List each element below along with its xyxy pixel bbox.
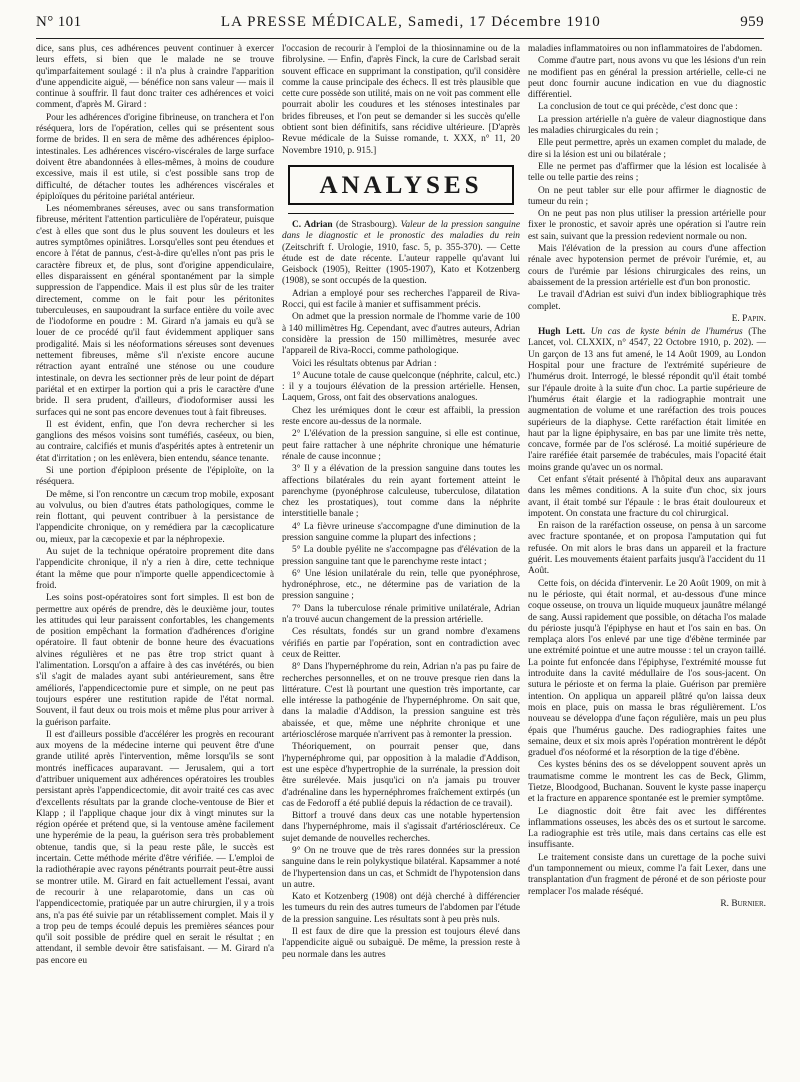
article-source: (Zeitschrift f. Urologie, 1910, fasc. 5, p. 355-370). bbox=[282, 242, 483, 253]
article-author: C. Adrian bbox=[292, 219, 333, 230]
signature-burnier: R. Burnier. bbox=[720, 898, 766, 909]
paragraph: 7° Dans la tuberculose rénale primitive unilatérale, Adrian n'a trouvé aucun changement de la pression artérielle. bbox=[282, 603, 520, 626]
paragraph: Kato et Kotzenberg (1908) ont déjà cherché à différencier les tumeurs du rein des autres tumeurs de l'abdomen par l'étude de la pression sanguine. Les résultats sont à peu près nuls. bbox=[282, 892, 520, 925]
paragraph: Elle ne permet pas d'affirmer que la lésion est localisée à telle ou telle partie des reins ; bbox=[528, 161, 766, 184]
paragraph: Pour les adhérences d'origine fibrineuse, on tranchera et l'on réséquera, lors de l'opération, celles qui se présentent sous forme de brides. Il en sera de même des adhérences épiploo-intestinales. Les adhérences viscéro-viscérales de large surface doivent être abandonnées à elles-mêmes, à moins de coudure excessive, mais il est utile, si c'est possible sans trop de difficulté, de détacher toutes les adhérences viscérales et épiploïques du péritoine pariétal antérieur. bbox=[36, 112, 274, 202]
article-source: (The Lancet, vol. CLXXIX, n° 4547, 22 Octobre 1910, p. 202). bbox=[528, 327, 766, 349]
paragraph: Adrian a employé pour ses recherches l'appareil de Riva-Rocci, qui est facile à manier et suffisamment précis. bbox=[282, 288, 520, 311]
article-adrian-heading bbox=[282, 220, 520, 288]
header-rule bbox=[36, 38, 764, 39]
article-title: Un cas de kyste bénin de l'humérus bbox=[590, 327, 743, 338]
paragraph: En raison de la raréfaction osseuse, on pensa à un sarcome avec fracture spontanée, et on proposa l'amputation qui fut refusée. On mit alors le bras dans un appareil et la fracture guérit. Les mouvements étaient parfaits jusqu'à l'accident du 11 Août. bbox=[528, 521, 766, 577]
paragraph: maladies inflammatoires ou non inflammatoires de l'abdomen. bbox=[528, 44, 763, 54]
paragraph: dice, sans plus, ces adhérences peuvent continuer à exercer leurs effets, si bien que le malade ne se trouve qu'imparfaitement soulagé : il n'a plus à craindre l'apparition d'une appendicite aiguë, — bénéfice non sans valeur — mais il continue à souffrir. Il faut donc traiter ces adhérences et voici comment, d'après M. Girard : bbox=[36, 44, 274, 111]
paragraph: 2° L'élévation de la pression sanguine, si elle est continue, peut faire rattacher à une néphrite chronique une hématurie rénale de cause inconnue ; bbox=[282, 429, 520, 462]
article-title: Valeur de la pression sanguine dans le diagnostic et le pronostic des maladies du rein bbox=[282, 219, 520, 242]
paragraph: La conclusion de tout ce qui précède, c'est donc que : bbox=[538, 102, 738, 113]
paragraph: l'occasion de recourir à l'emploi de la thiosinnamine ou de la fibrolysine. — Enfin, d'après Finck, la cure de Carlsbad serait souvent efficace en supprimant la constipation, qu'il considère comme la cause principale des échecs. Il est très plausible que cette cure possède son utilité, mais on ne voit pas comment elle pourrait abolir les coudures et les sténoses intestinales par brides fibreuses, et l'on peut se demander si les succès qu'elle obtient sont bien définitifs, sans récidive ultérieure. [D'après Revue médicale de la Suisse romande, t. XXX, n° 11, 20 Novembre 1910, p. 915.] bbox=[282, 44, 520, 156]
page-header bbox=[36, 14, 764, 36]
paragraph: Voici les résultats obtenus par Adrian : bbox=[292, 358, 437, 369]
paragraph: Les soins post-opératoires sont fort simples. Il est bon de permettre aux opérés de prendre, dès le deuxième jour, toutes les attitudes qui leur paraissent confortables, les changements de position empêchant la formation d'adhérences d'origine opératoire. Il faut obtenir de bonne heure des évacuations alvines régulières et ne pas être trop strict quant à l'alimentation. Lorsqu'on a affaire à des cas invétérés, ou bien s'il s'agit de malades ayant subi antérieurement, sans être améliorés, l'appendicectomie pure et simple, on ne peut pas toujours espérer une restitution rapide de l'état normal. Souvent, il faut deux ou trois mois et même plus pour arriver à la guérison parfaite. bbox=[36, 593, 274, 728]
paragraph: Si une portion d'épiploon présente de l'épiploïte, on la réséquera. bbox=[36, 465, 274, 488]
article-place: (de Strasbourg). bbox=[336, 219, 398, 230]
issue-number: N° 101 bbox=[36, 14, 82, 30]
column-1 bbox=[36, 44, 274, 1070]
paragraph: Bittorf a trouvé dans deux cas une notable hypertension dans l'hypernéphrome, mais il s'agissait d'artérioscléreux. Ce sujet demande de nouvelles recherches. bbox=[282, 811, 520, 844]
paragraph: 1° Aucune totale de cause quelconque (néphrite, calcul, etc.) : il y a toujours élévation de la pression artérielle. Hensen, Laquem, Gross, ont fait des observations analogues. bbox=[282, 370, 520, 404]
paragraph: Ces résultats, fondés sur un grand nombre d'examens vérifiés en partie par l'opération, sont en contradiction avec ceux de Reitter. bbox=[282, 627, 520, 660]
paragraph: Le travail d'Adrian est suivi d'un index bibliographique très complet. bbox=[528, 290, 766, 312]
paragraph: 5° La double pyélite ne s'accompagne pas d'élévation de la pression sanguine tant que le parenchyme reste intact ; bbox=[282, 545, 520, 567]
column-2 bbox=[282, 44, 520, 1070]
paragraph: Mais l'élévation de la pression au cours d'une affection rénale avec hypotension permet de prévoir l'urémie, et, au cours de l'urémie par lésions chirurgicales des reins, un abaissement de la pression artérielle est d'un bon pronostic. bbox=[528, 244, 766, 288]
paragraph: La pression artérielle n'a guère de valeur diagnostique dans les maladies chirurgicales du rein ; bbox=[528, 114, 766, 137]
paragraph: Il est évident, enfin, que l'on devra rechercher si les ganglions des mésos voisins sont tuméfiés, caséeux, ou bien, au contraire, calcifiés et munis d'aspérités aptes à entretenir un état d'irritation ; on les enlèvera, bien entendu, séance tenante. bbox=[36, 419, 274, 464]
paragraph: On admet que la pression normale de l'homme varie de 100 à 140 millimètres Hg. Cependant, avec d'autres auteurs, Adrian considère la pression de 150 millimètres, mesurée avec l'appareil de Riva-Rocci, comme pathologique. bbox=[282, 312, 520, 357]
paragraph: 8° Dans l'hypernéphrome du rein, Adrian n'a pas pu faire de recherches personnelles, et on ne trouve presque rien dans la littérature. C'est là pourtant une question très importante, car elle intéresse la pathogénie de l'hypernéphrome. On sait que, dans la maladie d'Addison, la pression sanguine est très abaissée, et que, même une néphrite chronique et une artériosclérose marquée n'arrivent pas à remonter la pression. bbox=[282, 662, 520, 741]
page-number: 959 bbox=[740, 14, 764, 30]
column-3 bbox=[528, 44, 766, 1070]
paragraph: Il est d'ailleurs possible d'accélérer les progrès en recourant aux moyens de la médecine interne qui peuvent être d'une grande utilité après l'intervention, même lorsqu'ils se sont montrés inefficaces auparavant. — Jerusalem, qui a tort d'attribuer uniquement aux adhérences opératoires les troubles persistant après l'appendicectomie, dit avoir traité ces cas avec d'excellents résultats par la grande cloche-ventouse de Bier et Klapp ; il l'applique chaque jour dix à vingt minutes sur la région opérée et prétend que, si la ventouse amène facilement une hyperémie de la peau, la guérison sera très probablement obtenue, tandis que, si la peau reste pâle, le succès est incertain. Cette méthode mérite d'être vérifiée. — L'emploi de la radiothérapie avec rayons pénétrants pourrait peut-être aussi se montrer utile. M. Girard en fait actuellement l'essai, avant de recourir à une relaparotomie, dans un cas où l'appendicectomie, pratiquée par un autre chirurgien, il y a trois ans, n'a pas été suivie par un rétablissement complet. Mais il y a trop peu de temps écoulé depuis les premières séances pour qu'il soit possible de prédire quel en serait le résultat ; en attendant, il semble devoir être satisfaisant. — M. Girard n'a pas encore eu bbox=[36, 729, 274, 966]
paragraph: Le diagnostic doit être fait avec les différentes inflammations osseuses, les abcès des os et surtout le sarcome. La radiographie est très utile, mais dans certains cas elle est insuffisante. bbox=[528, 806, 766, 851]
paragraph: 9° On ne trouve que de très rares données sur la pression sanguine dans le rein polykystique bilatéral. Kapsammer a noté de l'hypertension dans un cas, et Schmidt de l'hypotension dans un autre. bbox=[282, 846, 520, 890]
article-lett-heading bbox=[528, 327, 766, 474]
paragraph: Ces kystes bénins des os se développent souvent après un traumatisme comme le montrent les cas de Beck, Glimm, Tietze, Bloodgood, Buchanan. Souvent le kyste passe inaperçu et la fracture en apparence spontanée est le premier symptôme. bbox=[528, 760, 766, 805]
paragraph: 4° La fièvre urineuse s'accompagne d'une diminution de la pression sanguine comme la plupart des infections ; bbox=[282, 521, 520, 543]
publication-title: LA PRESSE MÉDICALE, Samedi, 17 Décembre 1910 bbox=[220, 14, 601, 30]
article-lead: — Un garçon de 13 ans fut amené, le 14 Août 1909, au London Hospital pour une fracture de l'extrémité supérieure de l'humérus droit. Interrogé, le blessé répondit qu'il était tombé sur l'épaule droite à la suite d'un choc. La partie supérieure de l'humérus était élargie et la radiographie montrait une augmentation de volume et une raréfaction des trois pouces supérieurs de la diaphyse. Cette raréfaction était limitée en haut par la ligne épiphysaire, en bas par une limite très nette, concave, formée par de l'os sclérosé. La moitié supérieure de l'aire raréfiée était parsemée de trabécules, mais l'opacité était moins grande qu'avec un os normal. bbox=[528, 338, 766, 473]
paragraph: Cet enfant s'était présenté à l'hôpital deux ans auparavant dans les mêmes conditions. A la suite d'un choc, six jours avant, il était tombé sur l'épaule : le bras était douloureux et impotent. On constata une fracture du col chirurgical. bbox=[528, 474, 766, 519]
paragraph: Elle peut permettre, après un examen complet du malade, de dire si la lésion est uni ou bilatérale ; bbox=[528, 138, 766, 160]
paragraph: De même, si l'on rencontre un cæcum trop mobile, exposant au volvulus, ou bien d'autres états pathologiques, comme le rein flottant, qui peuvent contribuer à la persistance de l'appendicite chronique, on y remédiera par la cæcoplicature ou, mieux, par la cæcopexie et par la néphropexie. bbox=[36, 489, 274, 545]
paragraph: Cette fois, on décida d'intervenir. Le 20 Août 1909, on mit à nu le périoste, qui était normal, et au-dessous d'une mince coque osseuse, on trouva un liquide muqueux jaunâtre mélangé de sang. Aussi rapidement que possible, on détacha l'os malade du périoste jusqu'à l'épiphyse en haut et l'os sain en bas. On remplaça alors l'os enlevé par une tige d'ébène terminée par une extrémité pointue et une autre mousse : tel un crayon taillé. La pointe fut enfoncée dans l'épiphyse, l'extrémité mousse fut introduite dans la cavité médullaire de l'os sous-jacent. On sutura le périoste et on ferma la plaie. Guérison par première intention. On appliqua un appareil plâtré qu'on laissa deux mois en place, puis on massa le bras régulièrement. L'os nouveau se développa d'une façon régulière, mais un peu plus épais que l'humérus gauche. Des radiographies faites une semaine, deux et six mois après l'opération montrèrent le dépôt graduel d'os néoformé et la résorption de la tige d'ébène. bbox=[528, 578, 766, 759]
paragraph: Au sujet de la technique opératoire proprement dite dans l'appendicite chronique, il n'y a rien à dire, cette technique étant la même que pour n'importe quelle appendicectomie à froid. bbox=[36, 547, 274, 591]
paragraph: 3° Il y a élévation de la pression sanguine dans toutes les affections bilatérales du rein ayant fortement atteint le parenchyme (pyonéphrose calculeuse, tuberculose, dilatation chez les prostatiques), tout comme dans la néphrite interstitielle banale ; bbox=[282, 464, 520, 520]
paragraph: Le traitement consiste dans un curettage de la poche suivi d'un tamponnement ou mieux, comme l'a fait Lexer, dans une transplantation d'un fragment de péroné et de son périoste pour remplacer l'os malade réséqué. bbox=[528, 852, 766, 897]
paragraph: Les néomembranes séreuses, avec ou sans transformation fibreuse, méritent l'attention particulière de l'opérateur, puisque c'est à elles que sont dus le plus souvent les douleurs et les autres symptômes opiniâtres. Lorsqu'elles sont peu étendues et encore à l'état de pannus, c'est-à-dire qu'elles n'ont pas pris le caractère fibreux et, de plus, sont d'origine appendiculaire, elles disparaissent en général spontanément par la simple suppression de l'appendice. Mais il est plus sûr de les traiter directement, comme on le fait pour les péritonites tuberculeuses, en saupoudrant la surface entière du voile avec de l'iodoforme en poudre : M. Girard n'a jamais eu qu'à se louer de ce procédé qu'il faut évidemment appliquer sans prodigalité. Mais si les néoformations séreuses sont devenues nettement fibreuses, même s'il n'existe encore aucune rétraction ayant entraîné une sténose ou une coudure intestinale, on devra les sectionner près de leur point de départ pariétal et en extirper la portion qui a pris le caractère d'une bride. Il sera prudent, d'ailleurs, d'iodoformiser aussi les surfaces qui ne sont pas encore devenues tout à fait fibreuses. bbox=[36, 204, 274, 418]
paragraph: Théoriquement, on pourrait penser que, dans l'hypernéphrome qui, par opposition à la maladie d'Addison, est une espèce d'hypertrophie de la surrénale, la pression doit être surélevée. Mais jusqu'ici on n'a jamais pu trouver d'adrénaline dans les hypernéphromes fraîchement extirpés (un cas de Fedoroff a été publié depuis la rédaction de ce travail). bbox=[282, 742, 520, 809]
paragraph: Comme d'autre part, nous avons vu que les lésions d'un rein ne modifient pas en général la pression artérielle, celle-ci ne peut donc fournir aucune indication en vue du diagnostic différentiel. bbox=[528, 56, 766, 101]
section-heading-analyses: ANALYSES bbox=[288, 165, 514, 205]
paragraph: Chez les urémiques dont le cœur est affaibli, la pression reste encore au-dessus de la normale. bbox=[282, 405, 520, 428]
paragraph: On ne peut pas non plus utiliser la pression artérielle pour fixer le pronostic, et savoir après une opération si l'autre rein est sain, suivant que la pression redevient normale ou non. bbox=[528, 209, 766, 242]
paragraph: On ne peut tabler sur elle pour affirmer le diagnostic de tumeur du rein ; bbox=[528, 185, 766, 207]
article-lead: — Cette étude est de date récente. L'auteur rappelle qu'avant lui Geisbock (1905), Reitter (1905-1907), Kato et Kotzenberg (1908), se sont occupés de la question. bbox=[282, 242, 520, 287]
article-author: Hugh Lett. bbox=[538, 327, 586, 338]
signature-papin: E. Papin. bbox=[731, 313, 766, 324]
paragraph: Il est faux de dire que la pression est toujours élevé dans l'appendicite aiguë ou subaiguë. De même, la pression reste à peu normale dans les autres bbox=[282, 927, 520, 960]
section-rule bbox=[288, 213, 514, 214]
paragraph: 6° Une lésion unilatérale du rein, telle que pyonéphrose, hydronéphrose, etc., ne détermine pas de variation de la pression sanguine ; bbox=[282, 568, 520, 602]
